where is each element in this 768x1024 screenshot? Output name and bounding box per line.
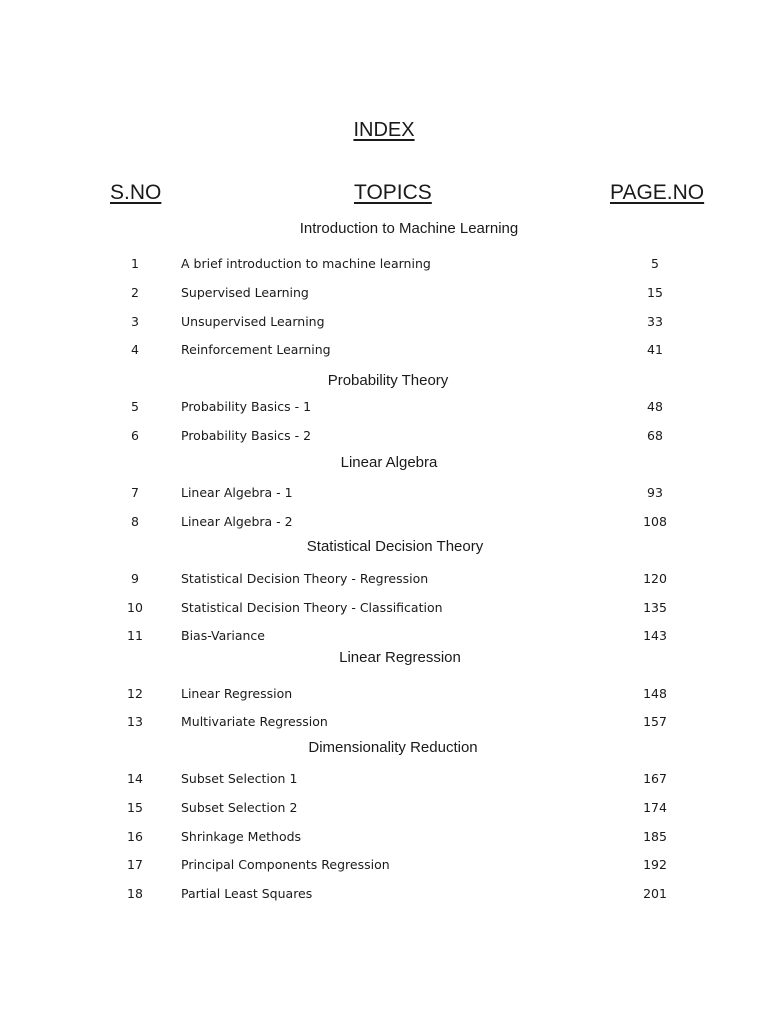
topic-title: Linear Algebra - 2 — [181, 514, 293, 529]
table-row — [0, 628, 768, 648]
page-number: 68 — [647, 428, 663, 443]
serial-number: 9 — [131, 571, 139, 586]
page-number: 108 — [643, 514, 667, 529]
page-number: 157 — [643, 714, 667, 729]
topic-title: Statistical Decision Theory - Classification — [181, 600, 443, 615]
table-row — [0, 399, 768, 419]
table-row — [0, 857, 768, 877]
page-title: INDEX — [353, 119, 415, 141]
topic-title: Statistical Decision Theory - Regression — [181, 571, 429, 586]
topic-title: Probability Basics - 1 — [181, 399, 312, 414]
topic-title: Bias-Variance — [181, 628, 265, 643]
table-row — [0, 314, 768, 334]
topic-title: Subset Selection 1 — [181, 771, 298, 786]
topic-title: Partial Least Squares — [181, 886, 313, 901]
page-number: 120 — [643, 571, 667, 586]
topics-column-header: TOPICS — [354, 181, 432, 204]
page-number: 174 — [643, 800, 667, 815]
page-number: 135 — [643, 600, 667, 615]
section-heading-text: Introduction to Machine Learning — [299, 220, 519, 237]
table-row — [0, 514, 768, 534]
serial-number: 10 — [127, 600, 143, 615]
section-heading-text: Linear Regression — [339, 649, 461, 666]
serial-number: 11 — [127, 628, 143, 643]
topic-title: Linear Algebra - 1 — [181, 485, 293, 500]
page-number: 41 — [647, 342, 663, 357]
serial-number: 16 — [127, 829, 143, 844]
page-number: 143 — [643, 628, 667, 643]
topic-title: Multivariate Regression — [181, 714, 328, 729]
serial-number: 13 — [127, 714, 143, 729]
topic-title: Supervised Learning — [181, 285, 309, 300]
pageno-column-header: PAGE.NO — [610, 181, 705, 204]
serial-number: 2 — [131, 285, 139, 300]
serial-number: 6 — [131, 428, 139, 443]
page-number: 5 — [651, 256, 659, 271]
page-number: 201 — [643, 886, 667, 901]
table-row — [0, 886, 768, 906]
table-row — [0, 485, 768, 505]
table-row — [0, 342, 768, 362]
section-heading-text: Dimensionality Reduction — [308, 739, 478, 756]
section-heading-text: Statistical Decision Theory — [306, 538, 484, 555]
section-heading-text: Linear Algebra — [340, 454, 438, 471]
topic-title: Unsupervised Learning — [181, 314, 325, 329]
page-number: 15 — [647, 285, 663, 300]
serial-number: 8 — [131, 514, 139, 529]
table-row — [0, 771, 768, 791]
serial-number: 18 — [127, 886, 143, 901]
topic-title: A brief introduction to machine learning — [181, 256, 431, 271]
serial-number: 7 — [131, 485, 139, 500]
topic-title: Reinforcement Learning — [181, 342, 331, 357]
page-number: 185 — [643, 829, 667, 844]
table-row — [0, 285, 768, 305]
table-row — [0, 428, 768, 448]
topic-title: Shrinkage Methods — [181, 829, 302, 844]
serial-number: 3 — [131, 314, 139, 329]
serial-number: 1 — [131, 256, 139, 271]
topic-title: Principal Components Regression — [181, 857, 390, 872]
topic-title: Probability Basics - 2 — [181, 428, 312, 443]
page-number: 192 — [643, 857, 667, 872]
page-number: 148 — [643, 686, 667, 701]
table-row — [0, 714, 768, 734]
table-row — [0, 686, 768, 706]
page-number: 93 — [647, 485, 663, 500]
table-row — [0, 600, 768, 620]
topic-title: Linear Regression — [181, 686, 293, 701]
table-row — [0, 571, 768, 591]
page-number: 48 — [647, 399, 663, 414]
table-row — [0, 800, 768, 820]
section-heading-text: Probability Theory — [327, 372, 449, 389]
serial-number: 17 — [127, 857, 143, 872]
topic-title: Subset Selection 2 — [181, 800, 298, 815]
serial-number: 12 — [127, 686, 143, 701]
page-number: 33 — [647, 314, 663, 329]
page-number: 167 — [643, 771, 667, 786]
sno-column-header: S.NO — [110, 181, 162, 204]
serial-number: 5 — [131, 399, 139, 414]
serial-number: 4 — [131, 342, 139, 357]
table-row — [0, 829, 768, 849]
serial-number: 15 — [127, 800, 143, 815]
table-row — [0, 256, 768, 276]
serial-number: 14 — [127, 771, 143, 786]
